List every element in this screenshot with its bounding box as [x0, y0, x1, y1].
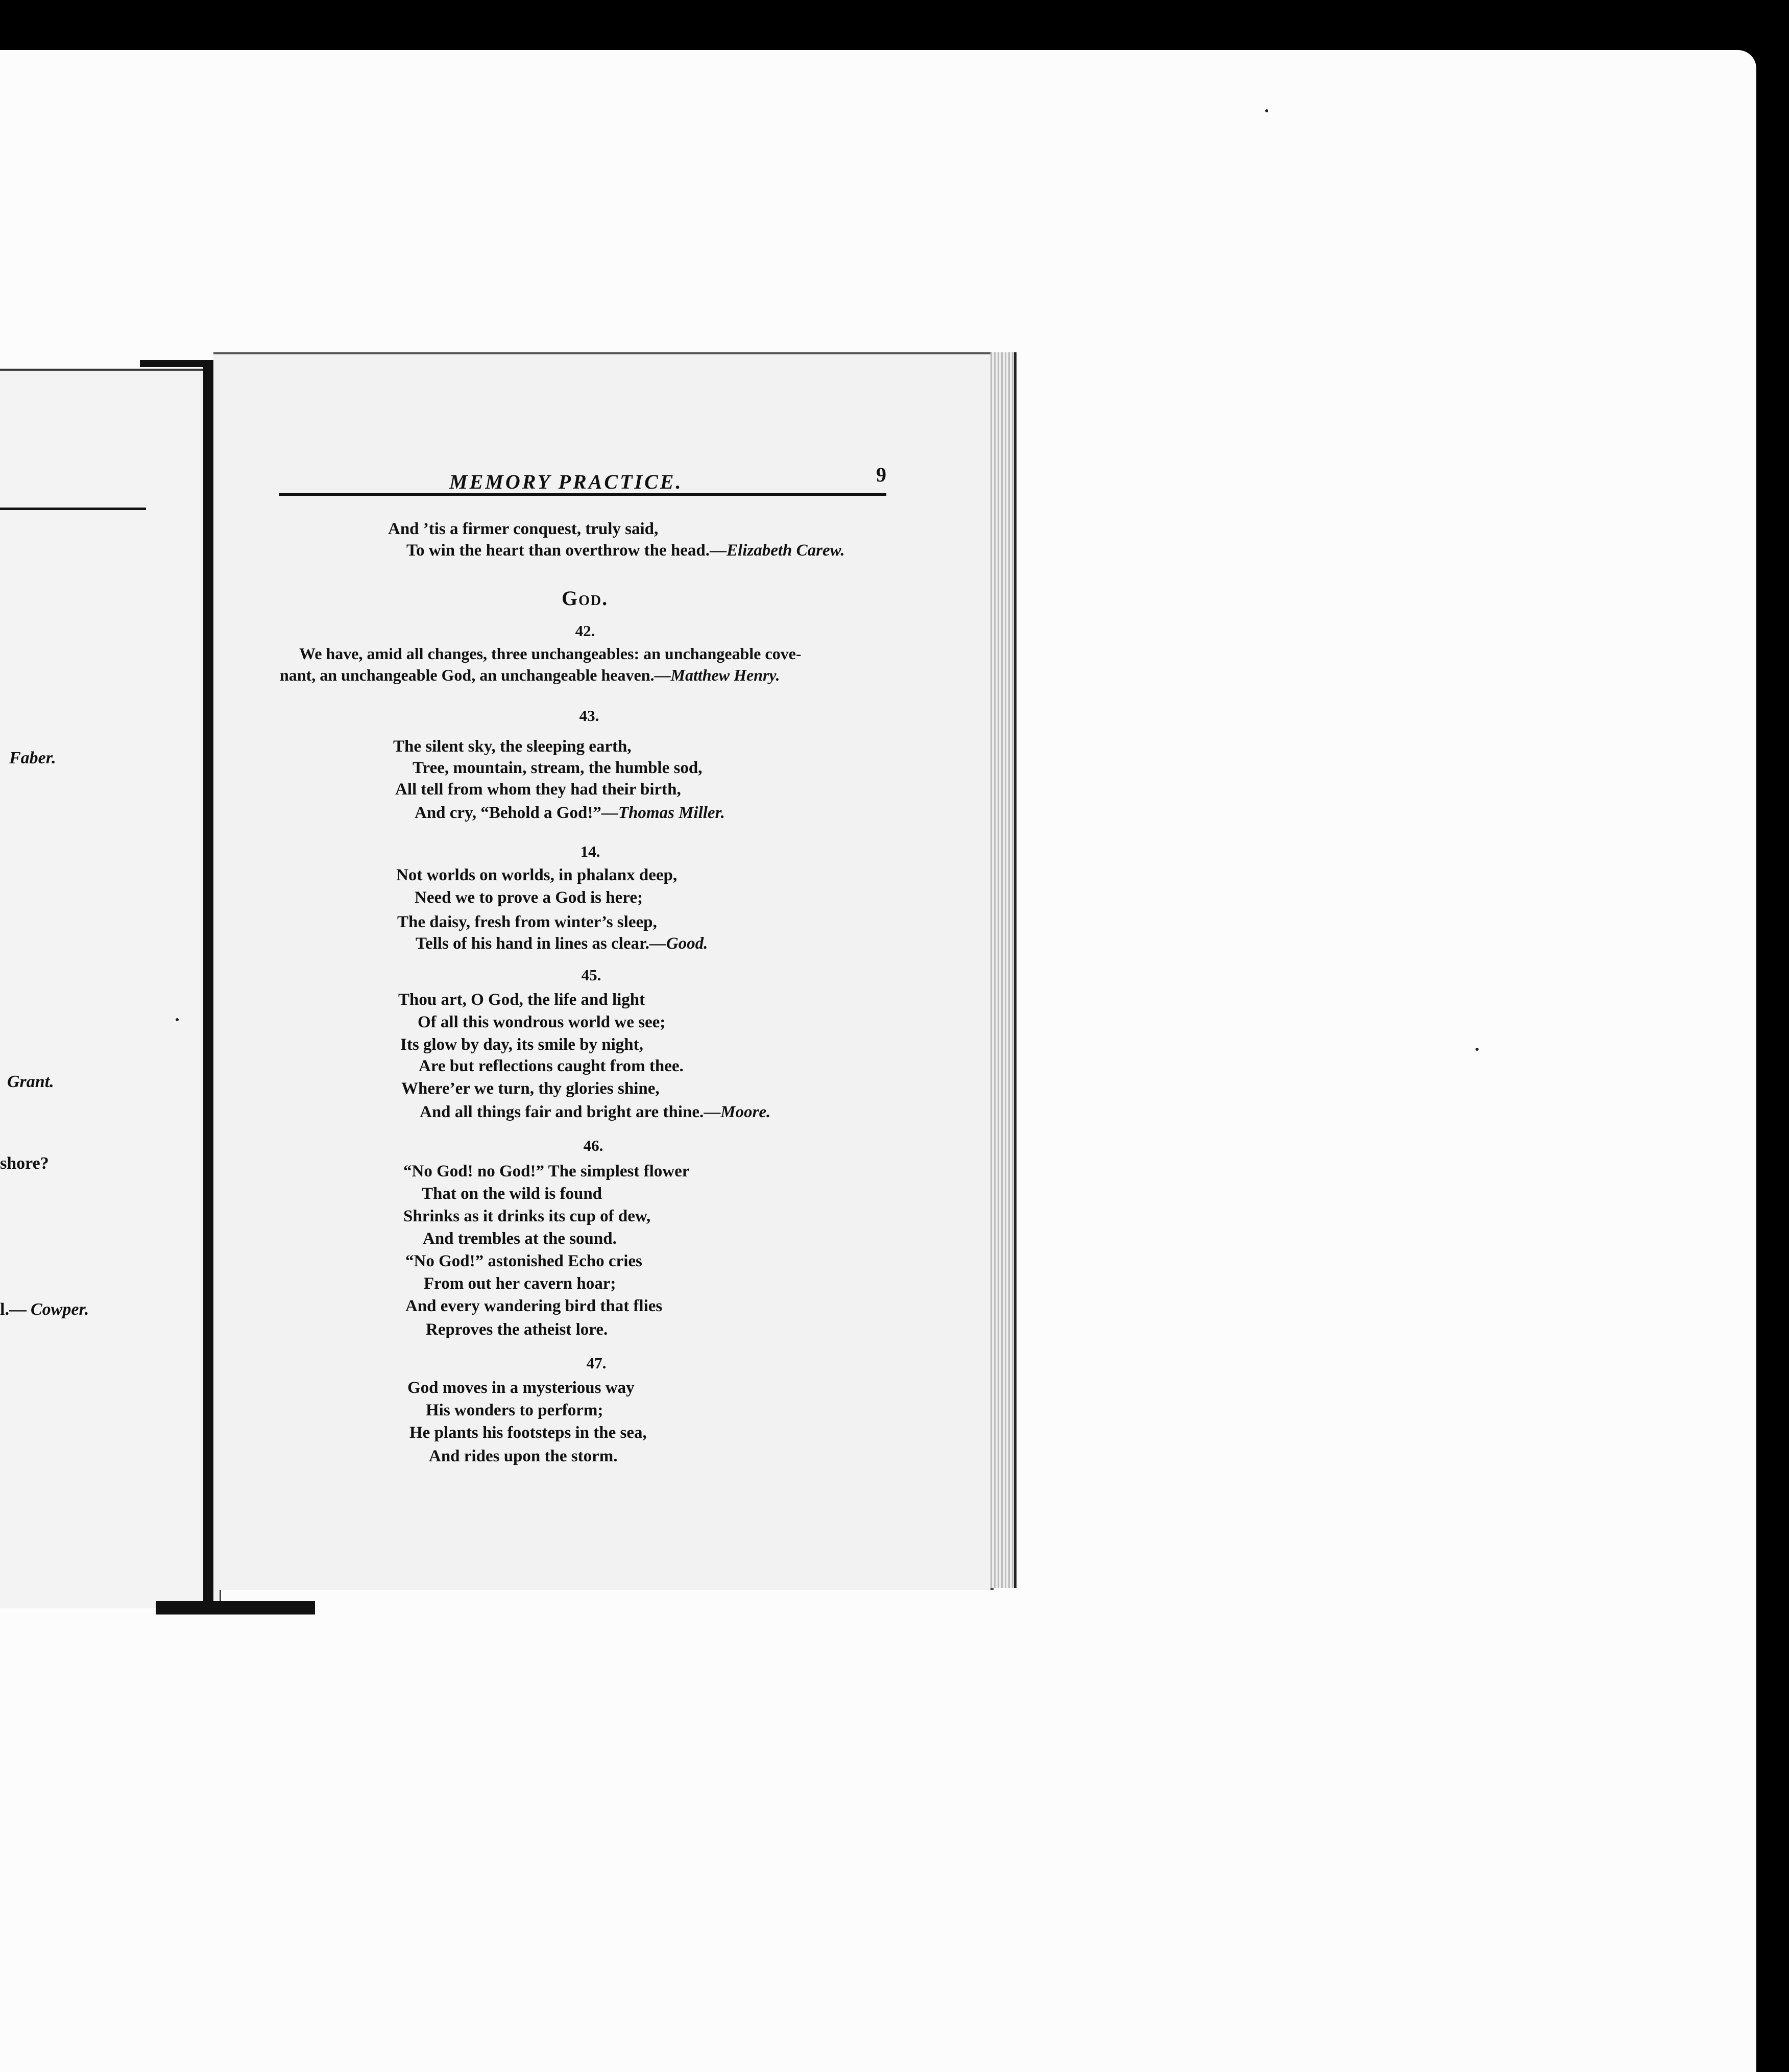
scan-speck — [176, 1018, 179, 1021]
prose-line: We have, amid all changes, three unchangeables: an unchangeable cove- — [299, 644, 802, 663]
verse-line: Thou art, O God, the life and light — [398, 991, 645, 1009]
verse-line: “No God!” astonished Echo cries — [405, 1252, 642, 1270]
author-attribution: Matthew Henry. — [670, 666, 780, 684]
author-attribution: Thomas Miller. — [618, 804, 725, 822]
left-fragment-shore: shore? — [0, 1154, 49, 1173]
verse-line: And every wandering bird that flies — [405, 1297, 663, 1315]
left-fragment-dash: l.— — [0, 1300, 27, 1319]
verse-line: Of all this wondrous world we see; — [418, 1013, 666, 1031]
running-head: MEMORY PRACTICE. — [449, 470, 683, 493]
verse-line: Tells of his hand in lines as clear.—Good. — [416, 934, 708, 953]
left-fragment-faber: Faber. — [9, 749, 56, 767]
verse-line: Are but reflections caught from thee. — [419, 1057, 684, 1075]
verse-line: His wonders to perform; — [426, 1401, 603, 1419]
verse-line: To win the heart than overthrow the head.—Elizabeth Carew. — [406, 541, 845, 560]
scan-speck — [1265, 109, 1268, 112]
verse-line: “No God! no God!” The simplest flower — [403, 1162, 690, 1180]
entry-number: 45. — [581, 966, 601, 984]
left-fragment-grant: Grant. — [7, 1072, 54, 1091]
verse-line: Need we to prove a God is here; — [415, 888, 643, 907]
verse-line: The daisy, fresh from winter’s sleep, — [397, 913, 657, 931]
verse-line: And cry, “Behold a God!”—Thomas Miller. — [415, 804, 725, 822]
verse-line: God moves in a mysterious way — [407, 1379, 635, 1397]
author-attribution: Moore. — [720, 1103, 771, 1121]
verse-line: Tree, mountain, stream, the humble sod, — [413, 759, 703, 777]
entry-number: 47. — [586, 1354, 607, 1372]
verse-line: That on the wild is found — [422, 1185, 602, 1203]
verse-line: Shrinks as it drinks its cup of dew, — [403, 1207, 651, 1225]
verse-line: He plants his footsteps in the sea, — [409, 1424, 647, 1442]
verse-line: Its glow by day, its smile by night, — [400, 1035, 643, 1054]
entry-number: 46. — [583, 1137, 603, 1154]
section-title: God. — [562, 587, 609, 610]
verse-line: The silent sky, the sleeping earth, — [393, 737, 632, 756]
author-attribution: Elizabeth Carew. — [727, 541, 845, 560]
entry-number: 14. — [580, 842, 600, 860]
author-attribution: Good. — [666, 934, 708, 953]
verse-line: And trembles at the sound. — [423, 1230, 617, 1248]
verse-line: Reproves the atheist lore. — [426, 1320, 608, 1339]
verse-line: All tell from whom they had their birth, — [395, 780, 681, 799]
left-fragment-cowper: Cowper. — [31, 1300, 89, 1319]
verse-line: And ’tis a firmer conquest, truly said, — [388, 520, 659, 538]
page-number: 9 — [876, 463, 886, 486]
entry-number: 43. — [579, 707, 599, 725]
prose-line: nant, an unchangeable God, an unchangeable heaven.—Matthew Henry. — [280, 666, 780, 684]
verse-line: And all things fair and bright are thine.—Moore. — [420, 1103, 771, 1121]
verse-line: Where’er we turn, thy glories shine, — [401, 1079, 660, 1098]
entry-number: 42. — [575, 622, 595, 640]
verse-line: And rides upon the storm. — [429, 1447, 618, 1465]
verse-line: From out her cavern hoar; — [424, 1274, 616, 1293]
verse-line: Not worlds on worlds, in phalanx deep, — [396, 866, 678, 884]
header-rule — [279, 493, 886, 496]
scan-speck — [1476, 1048, 1479, 1051]
